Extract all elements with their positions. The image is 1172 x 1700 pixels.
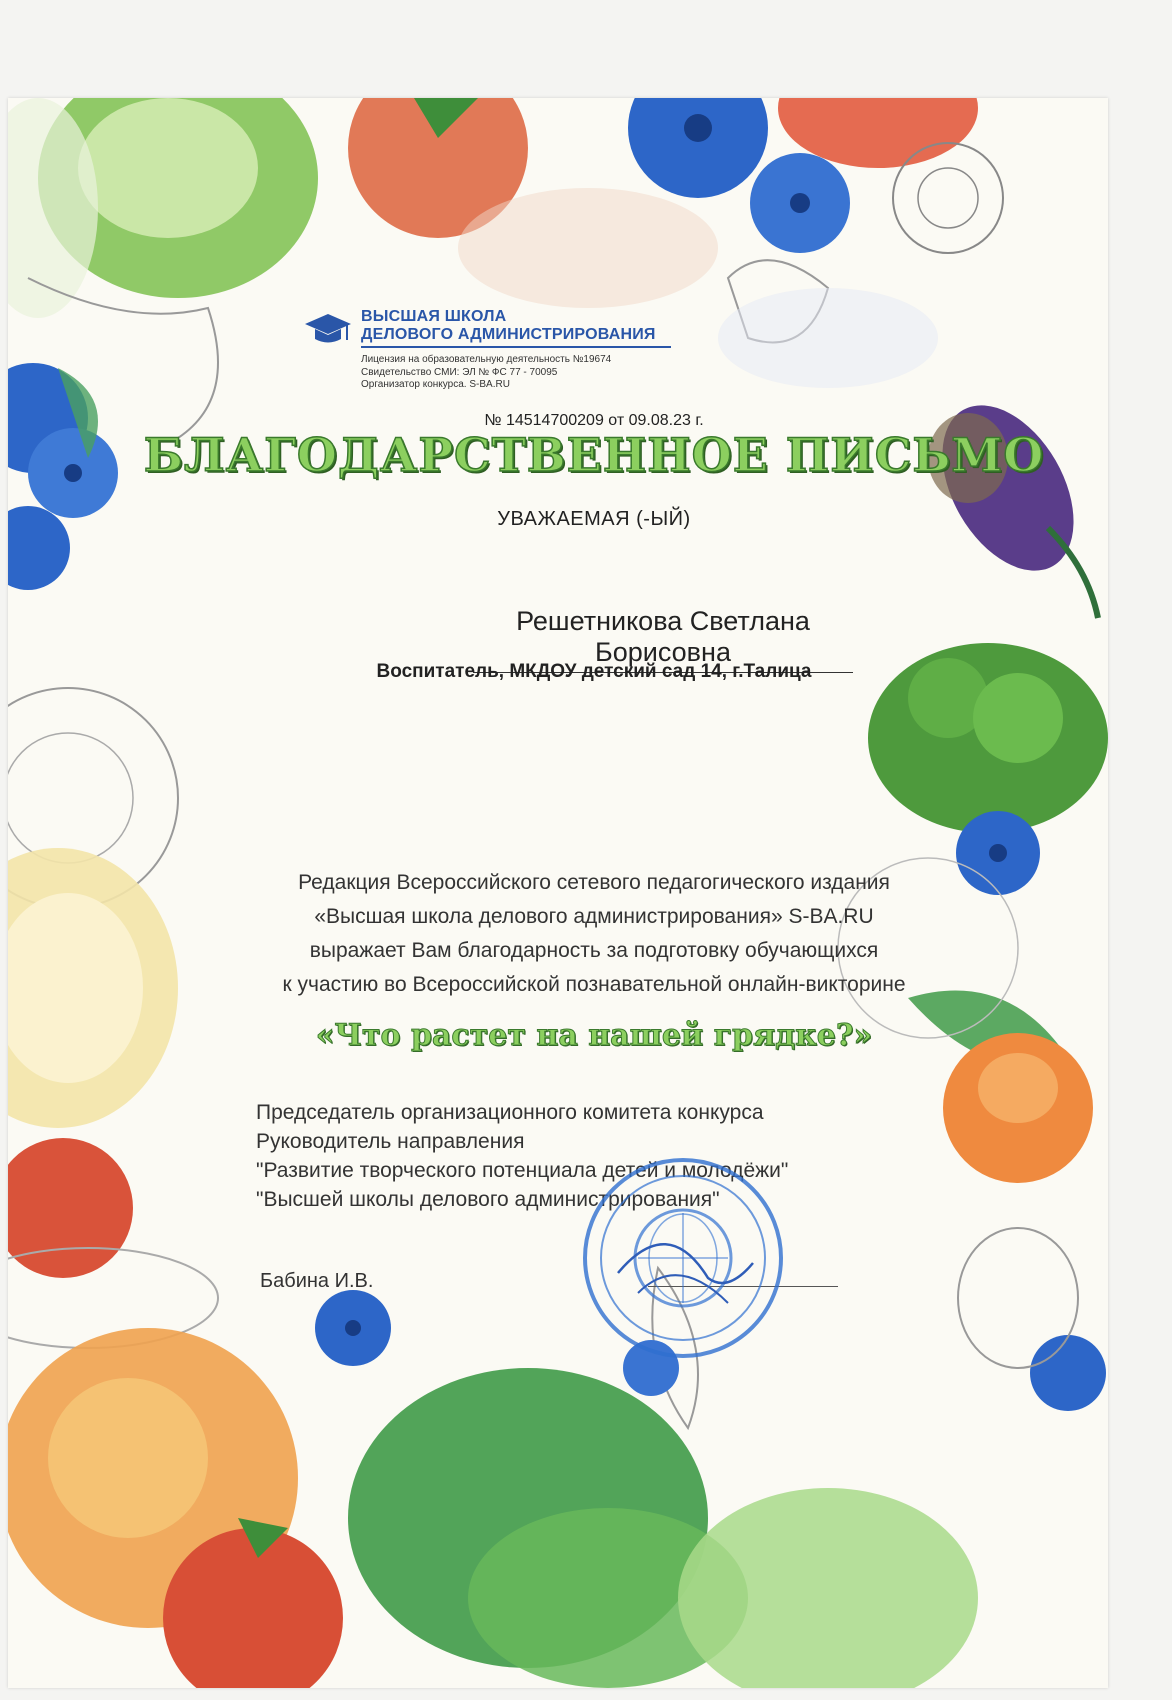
document-title: БЛАГОДАРСТВЕННОЕ ПИСЬМО [143,428,1045,482]
body-line: выражает Вам благодарность за подготовку обучающихся [309,939,879,962]
turnip-sketch-right [958,1228,1078,1368]
signature-line: Председатель организационного комитета конкурса [256,1101,764,1124]
tomato-left-bottom [8,1138,133,1278]
official-stamp [578,1153,788,1363]
quiz-name: «Что растет на нашей грядке?» [315,1018,873,1053]
body-line: «Высшая школа делового администрирования» S-BA.RU [314,905,874,928]
salutation: УВАЖАЕМАЯ (-ЫЙ) [497,508,691,530]
logo-info [361,354,611,392]
certificate-sheet [8,98,1108,1688]
signature-line: "Развитие творческого потенциала детей и молодёжи" [256,1159,789,1182]
signature-line: Руководитель направления [256,1130,525,1153]
lemon-sketch [893,143,1003,253]
organizer-text: Организатор конкурса. S-BA.RU [361,379,510,390]
logo-name [361,308,671,348]
recipient-name: Решетникова Светлана Борисовна [473,606,853,673]
recipient-position: Воспитатель, МКДОУ детский сад 14, г.Талица [376,661,812,682]
logo-name-line2: ДЕЛОВОГО АДМИНИСТРИРОВАНИЯ [361,326,656,343]
body-line: Редакция Всероссийского сетевого педагогического издания [298,871,890,894]
blueberry-bottom-3 [1030,1335,1106,1411]
certificate-text: Свидетельство СМИ: ЭЛ № ФС 77 - 70095 [361,366,558,378]
graduation-cap-icon [303,310,353,350]
logo-name-line1: ВЫСШАЯ ШКОЛА [361,308,507,325]
signer-name: Бабина И.В. [260,1270,374,1292]
blueberry-top-1 [628,98,768,198]
body-line: к участию во Всероссийской познавательной онлайн-викторине [282,973,906,996]
body-text [8,866,1108,1002]
school-logo [303,308,723,408]
document-number: № 14514700209 от 09.08.23 г. [484,412,704,429]
license-text: Лицензия на образовательную деятельность №19674 [361,354,612,365]
signature-line: "Высшей школы делового администрирования" [256,1188,720,1211]
